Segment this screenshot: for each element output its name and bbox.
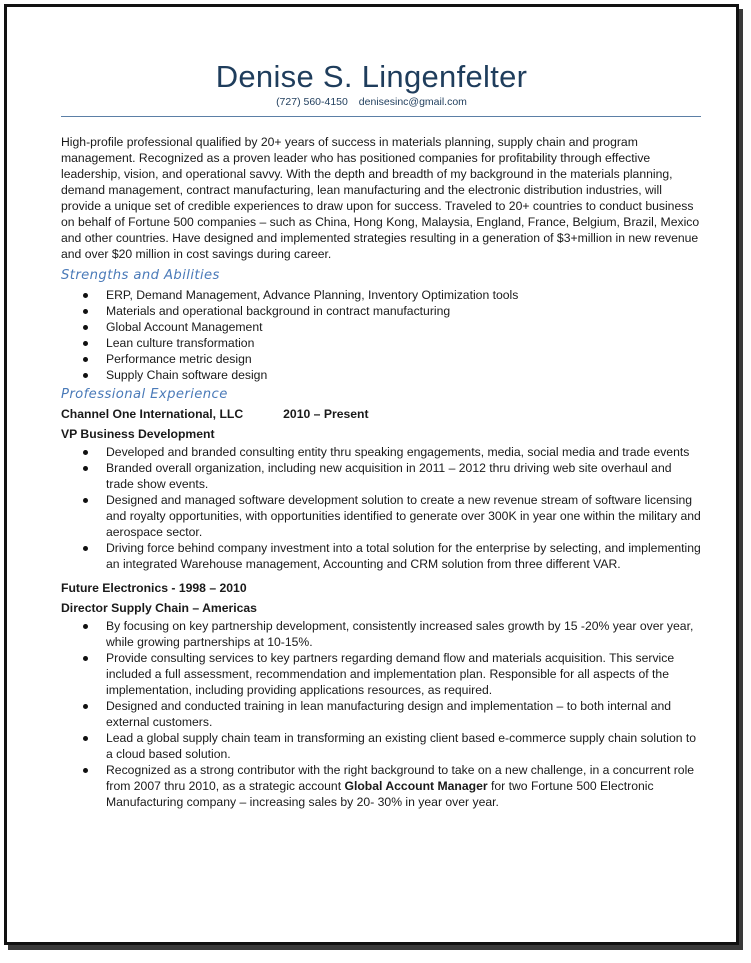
list-item: Performance metric design (106, 351, 701, 367)
contact-line (7, 96, 736, 108)
list-item (106, 762, 701, 810)
list-item: Driving force behind company investment into a total solution for the enterprise by selecting, and implementing an integrated Warehouse management, Accounting and CRM solution from three different VAR. (106, 541, 701, 571)
list-item: Designed and conducted training in lean manufacturing design and implementation – to both internal and external customers. (106, 698, 701, 730)
candidate-name: Denise S. Lingenfelter (215, 59, 528, 94)
list-item: Developed and branded consulting entity thru speaking engagements, media, social media and trade events (106, 444, 701, 460)
job1-header (61, 406, 701, 422)
job2-bullets (61, 618, 701, 810)
job2-role: Director Supply Chain – Americas (61, 601, 257, 615)
resume-body (61, 134, 701, 814)
list-item: Designed and managed software development solution to create a new revenue stream of software licensing and royalty opportunities, with opportunities identified to generate over 300K in year one within the military and aerospace sector. (106, 493, 701, 539)
list-item: ERP, Demand Management, Advance Planning, Inventory Optimization tools (106, 287, 701, 303)
job1-role: VP Business Development (61, 427, 215, 441)
list-item: Lean culture transformation (106, 335, 701, 351)
bullet-text-before: Recognized as a strong contributor with the right background to take on a new challenge, in a concurrent role from 2007 thru 2010, as a strategic account (106, 763, 695, 793)
job1-company: Channel One International, LLC (61, 407, 244, 421)
phone-number: (727) 560-4150 (276, 96, 348, 108)
list-item: Branded overall organization, including new acquisition in 2011 – 2012 thru driving web site overhaul and trade show events. (106, 460, 701, 492)
job1-dates: 2010 – Present (283, 407, 369, 421)
bullet-text-after: for two Fortune 500 Electronic Manufacturing company – increasing sales by 20- 30% in year over year. (106, 779, 654, 809)
list-item: Provide consulting services to key partners regarding demand flow and materials acquisition. This service included a full assessment, recommendation and implementation plan. Responsible for all aspects of the implementation, including providing applications resources, as required. (106, 650, 701, 698)
resume-page (4, 4, 739, 945)
list-item: Supply Chain software design (106, 367, 701, 383)
list-item: By focusing on key partnership development, consistently increased sales growth by 15 -20% year over year, while growing partnerships at 10-15%. (106, 618, 701, 650)
list-item: Global Account Management (106, 319, 701, 335)
header-divider (61, 116, 701, 117)
bullet-text-bold: Global Account Manager (344, 779, 488, 793)
email-address: denisesinc@gmail.com (358, 96, 467, 108)
job1-bullets (61, 444, 701, 572)
experience-heading: Professional Experience (61, 387, 228, 402)
strengths-list (61, 287, 701, 383)
job2-header: Future Electronics - 1998 – 2010 (61, 581, 247, 595)
list-item: Materials and operational background in contract manufacturing (106, 303, 701, 319)
list-item: Lead a global supply chain team in transforming an existing client based e-commerce supply chain solution to a cloud based solution. (106, 730, 701, 762)
profile-summary: High-profile professional qualified by 20+ years of success in materials planning, supply chain and program management. Recognized as a proven leader who has positioned companies for profitability through effective leadership, vision, and operational savvy. With the depth and breadth of my background in the materials planning, demand management, contract manufacturing, lean manufacturing and the electronic distribution industries, will provide a unique set of credible experiences to draw upon for success. Traveled to 20+ countries to conduct business on behalf of Fortune 500 companies – such as China, Hong Kong, Malaysia, England, France, Belgium, Brazil, Mexico and other countries. Have designed and implemented strategies resulting in a generation of $3+million in new revenue and over $20 million in cost savings during career. (61, 135, 700, 261)
strengths-heading: Strengths and Abilities (61, 268, 220, 283)
